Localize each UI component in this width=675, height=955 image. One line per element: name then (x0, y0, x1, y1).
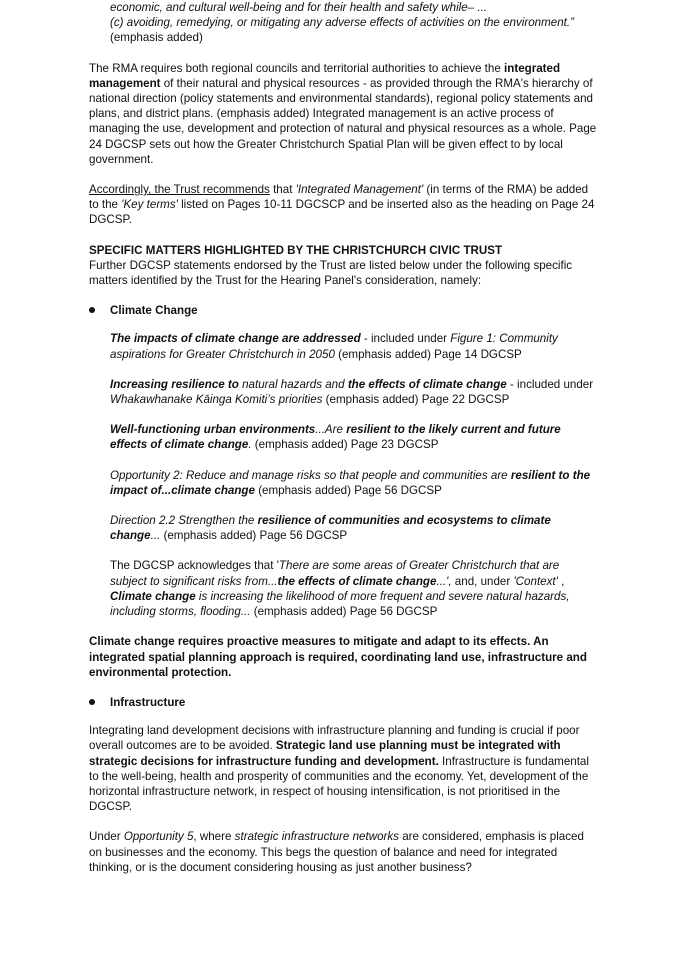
section-heading: SPECIFIC MATTERS HIGHLIGHTED BY THE CHRISTCHURCH CIVIC TRUST (89, 243, 503, 257)
climate-quote-6: The DGCSP acknowledges that 'There are some areas of Greater Christchurch that are subject to significant risks from...the effects of climate change...', and, under 'Context' , Climate change is increasing the likelihood of more frequent and severe natural hazards, including storms, flooding... (emphasis added) Page 56 DGCSP (110, 559, 570, 619)
recommendation-paragraph: Accordingly, the Trust recommends that 'Integrated Management' (in terms of the RMA) be added to the 'Key terms' listed on Pages 10-11 DGCSCP and be inserted also as the heading on Page 24 DGCSP. (89, 183, 595, 227)
infrastructure-paragraph-2: Under Opportunity 5, where strategic infrastructure networks are considered, emphasis is placed on businesses and the economy. This begs the question of balance and need for integrated thinking, or is the document considering housing as just another business? (89, 830, 584, 874)
bullet-infrastructure: Infrastructure (89, 695, 599, 710)
quote-line: economic, and cultural well-being and for their health and safety while– ... (110, 1, 488, 14)
bullet-dot-icon (89, 699, 95, 705)
climate-quote-4: Opportunity 2: Reduce and manage risks so that people and communities are resilient to the impact of...climate change (emphasis added) Page 56 DGCSP (110, 468, 591, 497)
quote-emphasis-note: (emphasis added) (110, 31, 203, 45)
quote-line: (c) avoiding, remedying, or mitigating any adverse effects of activities on the environment.” (110, 16, 574, 30)
infrastructure-paragraph-1: Integrating land development decisions with infrastructure planning and funding is crucial if poor overall outcomes are to be avoided. Strategic land use planning must be integrated with strategic decisions for infrastructure funding and development. Infrastructure is fundamental to the well-being, health and prosperity of communities and the economy. Yet, development of the horizontal infrastructure network, in respect of housing intensification, is not prioritised in the DGCSP. (89, 724, 589, 814)
bullet-dot-icon (89, 307, 95, 313)
section-intro: Further DGCSP statements endorsed by the Trust are listed below under the following specific matters identified by the Trust for the Hearing Panel's consideration, namely: (89, 258, 573, 288)
climate-quote-5: Direction 2.2 Strengthen the resilience of communities and ecosystems to climate change... (emphasis added) Page 56 DGCSP (110, 514, 551, 543)
climate-summary: Climate change requires proactive measures to mitigate and adapt to its effects. An integrated spatial planning approach is required, coordinating land use, infrastructure and environmental protection. (89, 635, 587, 679)
climate-quote-2: Increasing resilience to natural hazards and the effects of climate change - included under Whakawhanake Kāinga Komiti’s priorities (emphasis added) Page 22 DGCSP (110, 377, 594, 407)
rma-paragraph: The RMA requires both regional councils and territorial authorities to achieve the integrated management of their natural and physical resources - as provided through the RMA's hierarchy of national direction (policy statements and environmental standards), regional policy statements and plans, and district plans. (emphasis added) Integrated management is an active process of managing the use, development and protection of natural and physical resources as a whole. Page 24 DGCSP sets out how the Greater Christchurch Spatial Plan will be given effect to by local government. (89, 61, 597, 166)
climate-quote-1: The impacts of climate change are addressed - included under Figure 1: Community aspirations for Greater Christchurch in 2050 (emphasis added) Page 14 DGCSP (110, 332, 558, 361)
bullet-climate-change: Climate Change (89, 303, 599, 318)
document-page (89, 0, 599, 875)
climate-quote-3: Well-functioning urban environments...Are resilient to the likely current and future effects of climate change. (emphasis added) Page 23 DGCSP (110, 423, 561, 452)
